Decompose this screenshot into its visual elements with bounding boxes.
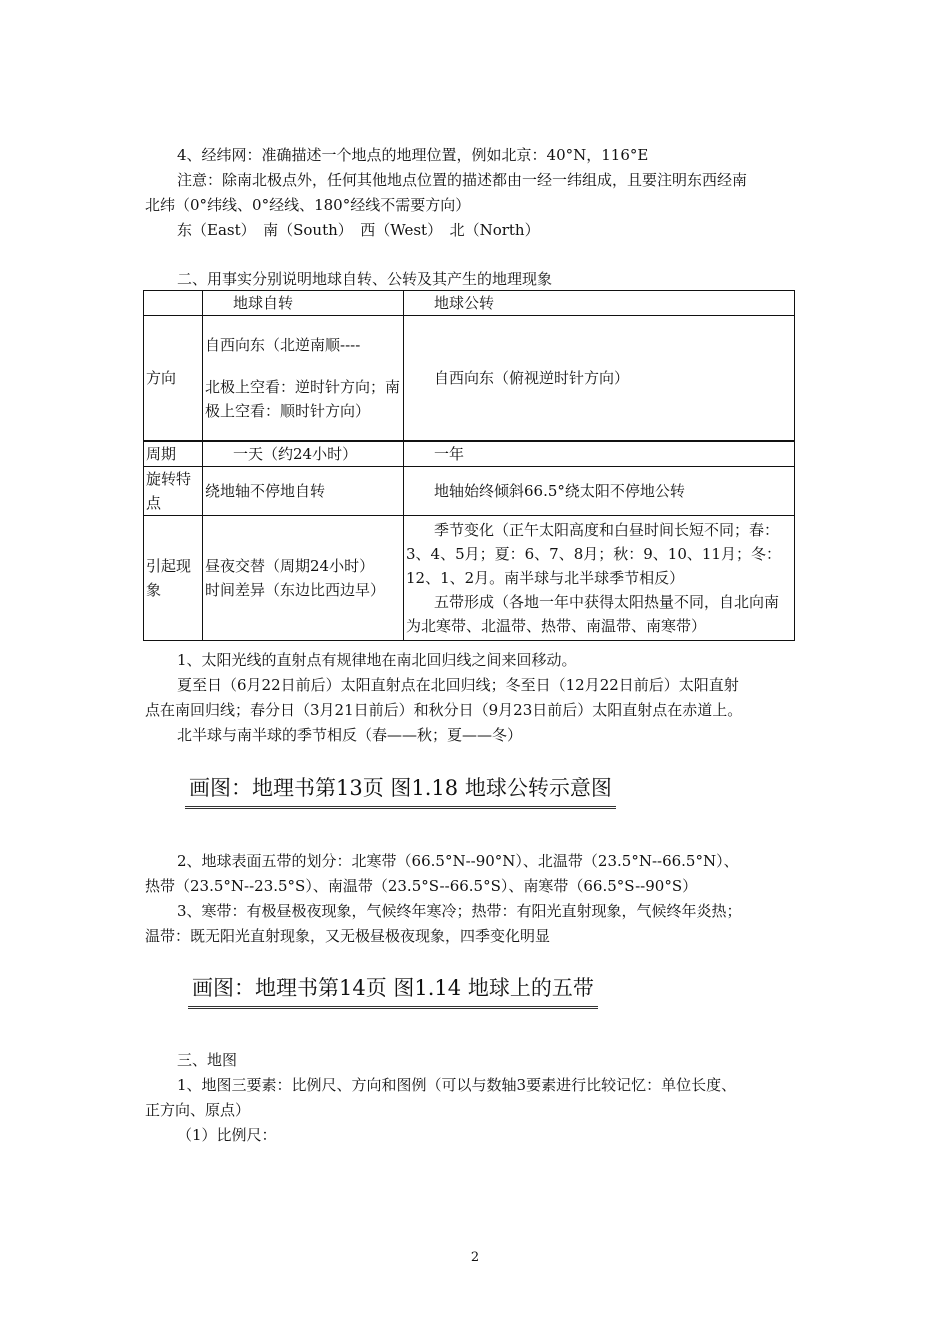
header-revolution: 地球公转 bbox=[404, 291, 795, 316]
zones-division-cont: 热带（23.5°N--23.5°S）、南温带（23.5°S--66.5°S）、南寒带（66.5°S--90°S） bbox=[145, 877, 698, 895]
header-rotation: 地球自转 bbox=[203, 291, 404, 316]
table-header-row bbox=[144, 291, 795, 316]
latlon-note-cont: 北纬（0°纬线、0°经线、180°经线不需要方向） bbox=[145, 196, 471, 214]
equinox-line: 点在南回归线；春分日（3月21日前后）和秋分日（9月23日前后）太阳直射点在赤道上。 bbox=[145, 701, 743, 719]
rotation-effect-a: 昼夜交替（周期24小时） bbox=[205, 556, 375, 575]
revolution-effect-a: 季节变化（正午太阳高度和白昼时间长短不同；春：3、4、5月；夏：6、7、8月；秋：9、10、11月；冬：12、1、2月。南半球与北半球季节相反） bbox=[406, 520, 781, 587]
drawing-heading-2: 画图：地理书第14页 图1.14 地球上的五带 bbox=[188, 973, 598, 1009]
revolution-direction: 自西向东（俯视逆时针方向） bbox=[404, 316, 795, 441]
seasons-opposite: 北半球与南半球的季节相反（春——秋；夏——冬） bbox=[177, 726, 523, 744]
map-elements-cont: 正方向、原点） bbox=[145, 1101, 251, 1119]
subsolar-point: 1、太阳光线的直射点有规律地在南北回归线之间来回移动。 bbox=[177, 651, 577, 669]
drawing-heading-1: 画图：地理书第13页 图1.18 地球公转示意图 bbox=[185, 773, 616, 809]
row-effect bbox=[144, 515, 795, 640]
label-direction: 方向 bbox=[144, 316, 203, 441]
label-effect: 引起现象 bbox=[144, 515, 203, 640]
header-blank bbox=[144, 291, 203, 316]
table-title: 二、用事实分别说明地球自转、公转及其产生的地理现象 bbox=[177, 270, 553, 288]
row-feature bbox=[144, 466, 795, 515]
rotation-direction-cell bbox=[203, 316, 404, 441]
map-elements: 1、地图三要素：比例尺、方向和图例（可以与数轴3要素进行比较记忆：单位长度、 bbox=[177, 1076, 737, 1094]
revolution-effect-b: 五带形成（各地一年中获得太阳热量不同，自北向南为北寒带、北温带、热带、南温带、南寒带） bbox=[406, 592, 780, 635]
rotation-direction-a: 自西向东（北逆南顺---- bbox=[205, 335, 361, 354]
latlon-note: 注意：除南北极点外，任何其他地点位置的描述都由一经一纬组成，且要注明东西经南 bbox=[177, 171, 748, 189]
revolution-effect-cell bbox=[404, 515, 795, 640]
directions-line: 东（East） 南（South） 西（West） 北（North） bbox=[177, 221, 540, 239]
zones-features-cont: 温带：既无阳光直射现象，又无极昼极夜现象，四季变化明显 bbox=[145, 927, 551, 945]
page-number: 2 bbox=[470, 1250, 480, 1265]
label-period: 周期 bbox=[144, 441, 203, 467]
row-period bbox=[144, 441, 795, 467]
latlon-point: 4、经纬网：准确描述一个地点的地理位置，例如北京：40°N，116°E bbox=[177, 146, 649, 164]
row-direction bbox=[144, 316, 795, 441]
rotation-feature: 绕地轴不停地自转 bbox=[203, 466, 404, 515]
zones-division: 2、地球表面五带的划分：北寒带（66.5°N--90°N）、北温带（23.5°N--66.5°N）、 bbox=[177, 852, 739, 870]
rotation-effect-b: 时间差异（东边比西边早） bbox=[205, 580, 386, 599]
zones-features: 3、寒带：有极昼极夜现象，气候终年寒冷；热带：有阳光直射现象，气候终年炎热； bbox=[177, 902, 742, 920]
section-map-title: 三、地图 bbox=[177, 1051, 238, 1069]
scale-heading: （1）比例尺： bbox=[177, 1126, 277, 1144]
rotation-direction-b: 北极上空看：逆时针方向；南极上空看：顺时针方向） bbox=[205, 377, 401, 420]
rotation-revolution-table bbox=[143, 290, 795, 641]
revolution-feature: 地轴始终倾斜66.5°绕太阳不停地公转 bbox=[404, 466, 795, 515]
rotation-period: 一天（约24小时） bbox=[203, 441, 404, 467]
solstice-line: 夏至日（6月22日前后）太阳直射点在北回归线；冬至日（12月22日前后）太阳直射 bbox=[177, 676, 739, 694]
rotation-effect-cell bbox=[203, 515, 404, 640]
revolution-period: 一年 bbox=[404, 441, 795, 467]
label-feature: 旋转特点 bbox=[144, 466, 203, 515]
